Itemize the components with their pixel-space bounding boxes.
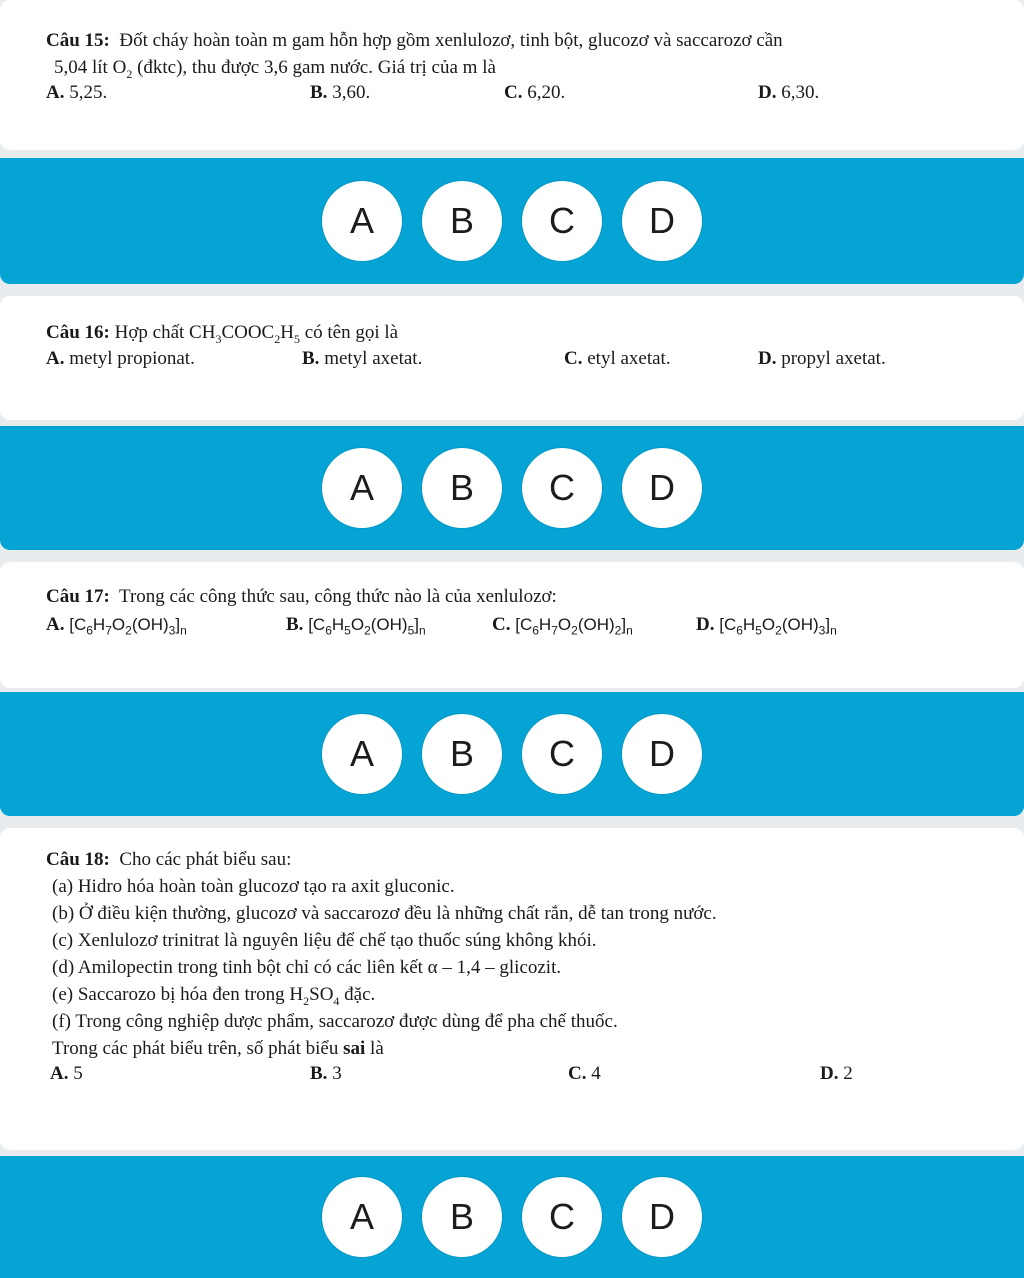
statement-b: (b) Ở điều kiện thường, glucozơ và saccarozơ đều là những chất rắn, dễ tan trong nước. (52, 903, 717, 924)
stem-part: Hợp chất CH (109, 322, 216, 343)
q15-choice-b (310, 82, 370, 104)
choice-letter: B. (302, 348, 320, 369)
formula: $[C_6H_7O_2(OH)_2]_n$ (515, 615, 633, 638)
question-18-number: Câu 18: (46, 849, 110, 870)
answer-button-c[interactable]: C (522, 714, 602, 794)
answer-button-b[interactable]: B (422, 1177, 502, 1257)
answer-button-d[interactable]: D (622, 181, 702, 261)
answer-button-a[interactable]: A (322, 181, 402, 261)
subscript: 2 (274, 331, 281, 346)
question-17-card (0, 562, 1024, 688)
q18-choice-c (568, 1063, 601, 1085)
q16-choice-d (758, 348, 886, 370)
choice-text: etyl axetat. (582, 348, 671, 369)
subscript: 3 (215, 331, 222, 346)
choice-letter: D. (758, 82, 777, 103)
question-15-stem (46, 27, 783, 81)
q17-choice-c (492, 614, 633, 636)
question-15-line2-b: (đktc), thu được 3,6 gam nước. Giá trị của m là (132, 57, 496, 78)
answer-button-b[interactable]: B (422, 181, 502, 261)
q15-choice-a (46, 82, 107, 104)
answer-button-c[interactable]: C (522, 181, 602, 261)
choice-letter: C. (568, 1063, 587, 1084)
formula: $[C_6H_5O_2(OH)_5]_n$ (308, 615, 426, 638)
q18-choice-b (310, 1063, 342, 1085)
formula: $[C_6H_5O_2(OH)_3]_n$ (719, 615, 837, 638)
answer-band-18 (0, 1156, 1024, 1278)
choice-text: 2 (838, 1063, 853, 1084)
q16-choice-a (46, 348, 195, 370)
choice-text: metyl axetat. (319, 348, 423, 369)
question-18-text: Cho các phát biểu sau: (119, 849, 292, 870)
q17-choice-d (696, 614, 837, 636)
question-18-prompt: Trong các phát biểu trên, số phát biểu sai là (52, 1038, 384, 1059)
question-17-stem (46, 583, 557, 610)
choice-text: 6,30. (776, 82, 820, 103)
answer-band-15 (0, 158, 1024, 284)
choice-letter: A. (50, 1063, 69, 1084)
q16-choice-c (564, 348, 671, 370)
choice-text: propyl axetat. (776, 348, 886, 369)
statement-c: (c) Xenlulozơ trinitrat là nguyên liệu để chế tạo thuốc súng không khói. (52, 930, 597, 951)
statement-f: (f) Trong công nghiệp dược phẩm, saccarozơ được dùng để pha chế thuốc. (52, 1011, 618, 1032)
stem-part: có tên gọi là (299, 322, 399, 343)
question-16-card (0, 296, 1024, 420)
answer-button-d[interactable]: D (622, 1177, 702, 1257)
q17-choice-b (286, 614, 426, 636)
choice-letter: C. (564, 348, 583, 369)
statement-a: (a) Hidro hóa hoàn toàn glucozơ tạo ra axit gluconic. (52, 876, 455, 897)
choice-letter: C. (504, 82, 523, 103)
q18-choice-d (820, 1063, 853, 1085)
choice-text: 6,20. (522, 82, 566, 103)
q15-choice-d (758, 82, 819, 104)
question-15-line2-a: 5,04 lít O (54, 57, 127, 78)
q15-choice-c (504, 82, 565, 104)
choice-text: 4 (586, 1063, 601, 1084)
choice-text: 5,25. (64, 82, 108, 103)
subscript: 5 (293, 331, 300, 346)
choice-letter: B. (310, 1063, 328, 1084)
choice-letter: D. (820, 1063, 839, 1084)
answer-button-d[interactable]: D (622, 714, 702, 794)
stem-part: COOC (221, 322, 275, 343)
question-15-line1: Đốt cháy hoàn toàn m gam hỗn hợp gồm xenlulozơ, tinh bột, glucozơ và saccarozơ cần (119, 30, 783, 51)
answer-button-a[interactable]: A (322, 448, 402, 528)
q18-choice-a (50, 1063, 83, 1085)
question-17-text: Trong các công thức sau, công thức nào là của xenlulozơ: (119, 586, 557, 607)
choice-letter: D. (696, 614, 715, 635)
choice-text: 3 (327, 1063, 342, 1084)
statement-d: (d) Amilopectin trong tinh bột chỉ có các liên kết α – 1,4 – glicozit. (52, 957, 562, 978)
answer-button-a[interactable]: A (322, 714, 402, 794)
q16-choice-b (302, 348, 422, 370)
question-15-card (0, 0, 1024, 150)
q17-choice-a (46, 614, 187, 636)
choice-text: metyl propionat. (64, 348, 195, 369)
o2-subscript: 2 (126, 66, 133, 81)
answer-button-c[interactable]: C (522, 448, 602, 528)
question-16-stem (46, 319, 398, 346)
question-15-number: Câu 15: (46, 30, 110, 51)
answer-button-b[interactable]: B (422, 714, 502, 794)
question-16-number: Câu 16: (46, 322, 110, 343)
answer-button-a[interactable]: A (322, 1177, 402, 1257)
choice-letter: C. (492, 614, 511, 635)
question-18-stem (46, 846, 717, 1062)
formula: $[C_6H_7O_2(OH)_3]_n$ (69, 615, 187, 638)
choice-letter: D. (758, 348, 777, 369)
answer-button-b[interactable]: B (422, 448, 502, 528)
answer-band-17 (0, 692, 1024, 816)
answer-button-d[interactable]: D (622, 448, 702, 528)
statement-e: (e) Saccarozo bị hóa đen trong $H_2SO_4$ đặc. (52, 984, 376, 1008)
choice-text: 3,60. (327, 82, 371, 103)
answer-band-16 (0, 426, 1024, 550)
question-17-number: Câu 17: (46, 586, 110, 607)
choice-letter: B. (286, 614, 304, 635)
answer-button-c[interactable]: C (522, 1177, 602, 1257)
choice-text: 5 (68, 1063, 83, 1084)
choice-letter: A. (46, 348, 65, 369)
stem-part: H (280, 322, 294, 343)
question-18-card (0, 828, 1024, 1150)
choice-letter: A. (46, 614, 65, 635)
choice-letter: A. (46, 82, 65, 103)
choice-letter: B. (310, 82, 328, 103)
